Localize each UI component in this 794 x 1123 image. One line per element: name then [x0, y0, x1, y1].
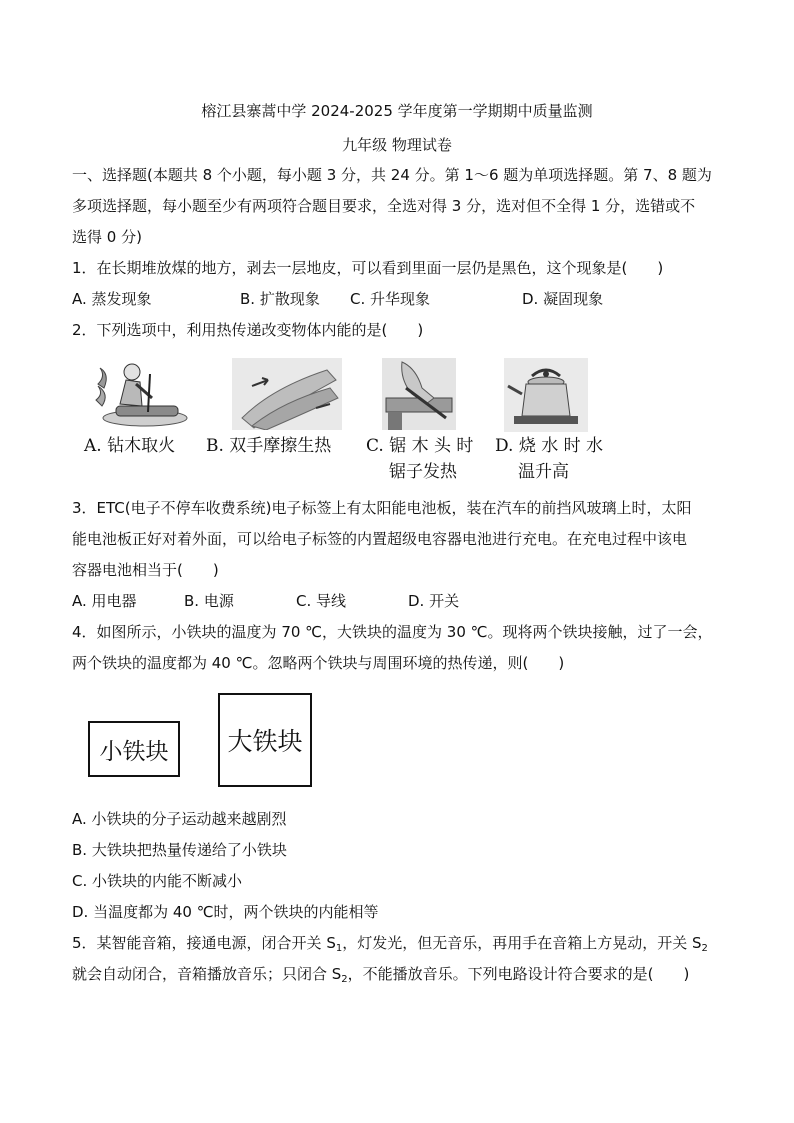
q1-option-c: C. 升华现象	[350, 290, 431, 308]
small-iron-block-label: 小铁块	[99, 738, 169, 765]
q2-stem: 2．下列选项中，利用热传递改变物体内能的是( )	[72, 321, 424, 339]
q3-option-c: C. 导线	[296, 592, 347, 610]
rubbing-hands-image	[232, 358, 342, 430]
q2-caption-c-line1: C. 锯 木 头 时	[366, 436, 474, 456]
q2-caption-b: B. 双手摩擦生热	[206, 436, 332, 456]
small-iron-block	[88, 721, 180, 777]
q3-option-d: D. 开关	[408, 592, 460, 610]
q4-line2: 两个铁块的温度都为 40 ℃。忽略两个铁块与周围环境的热传递，则( )	[72, 654, 565, 672]
q4-option-d: D. 当温度都为 40 ℃时，两个铁块的内能相等	[72, 903, 379, 921]
q3-line3: 容器电池相当于( )	[72, 561, 219, 579]
q3-line1: 3．ETC(电子不停车收费系统)电子标签上有太阳能电池板，装在汽车的前挡风玻璃上时，太阳	[72, 499, 692, 517]
sawing-wood-image	[382, 358, 456, 430]
q5-line1: 5．某智能音箱，接通电源，闭合开关 $S_1$，灯发光，但无音乐，再用手在音箱上方晃动，开关 $S_2$	[72, 934, 708, 954]
q3-option-a: A. 用电器	[72, 592, 137, 610]
q4-option-a: A. 小铁块的分子运动越来越剧烈	[72, 810, 287, 828]
q2-caption-d-line1: D. 烧 水 时 水	[495, 436, 604, 456]
q3-option-b: B. 电源	[184, 592, 234, 610]
q4-line1: 4．如图所示，小铁块的温度为 70 ℃，大铁块的温度为 30 ℃。现将两个铁块接触，过了一会，	[72, 623, 713, 641]
q1-option-a: A. 蒸发现象	[72, 290, 152, 308]
big-iron-block	[218, 693, 312, 787]
q4-option-c: C. 小铁块的内能不断减小	[72, 872, 243, 890]
q2-caption-c-line2: 锯子发热	[389, 462, 457, 482]
q2-caption-a: A. 钻木取火	[84, 436, 176, 456]
q3-line2: 能电池板正好对着外面，可以给电子标签的内置超级电容器电池进行充电。在充电过程中该电	[72, 530, 688, 548]
q1-option-d: D. 凝固现象	[522, 290, 604, 308]
q4-option-b: B. 大铁块把热量传递给了小铁块	[72, 841, 287, 859]
exam-title: 榕江县寨蒿中学 2024-2025 学年度第一学期期中质量监测	[201, 102, 593, 120]
exam-subtitle: 九年级 物理试卷	[342, 136, 452, 154]
kettle-image	[504, 358, 588, 432]
section-intro-line2: 多项选择题，每小题至少有两项符合题目要求，全选对得 3 分，选对但不全得 1 分，选错或不	[72, 197, 696, 215]
q5-line2: 就会自动闭合，音箱播放音乐；只闭合 $S_2$，不能播放音乐。下列电路设计符合要求的是( )	[72, 965, 690, 985]
big-iron-block-label: 大铁块	[227, 727, 303, 756]
drill-wood-fire-image	[90, 354, 190, 430]
section-intro-line3: 选得 0 分)	[72, 228, 142, 246]
section-intro-line1: 一、选择题(本题共 8 个小题，每小题 3 分，共 24 分。第 1～6 题为单项选择题。第 7、8 题为	[72, 166, 712, 184]
q1-stem: 1．在长期堆放煤的地方，剥去一层地皮，可以看到里面一层仍是黑色，这个现象是( )	[72, 259, 664, 277]
q1-option-b: B. 扩散现象	[240, 290, 320, 308]
q2-caption-d-line2: 温升高	[518, 462, 569, 482]
